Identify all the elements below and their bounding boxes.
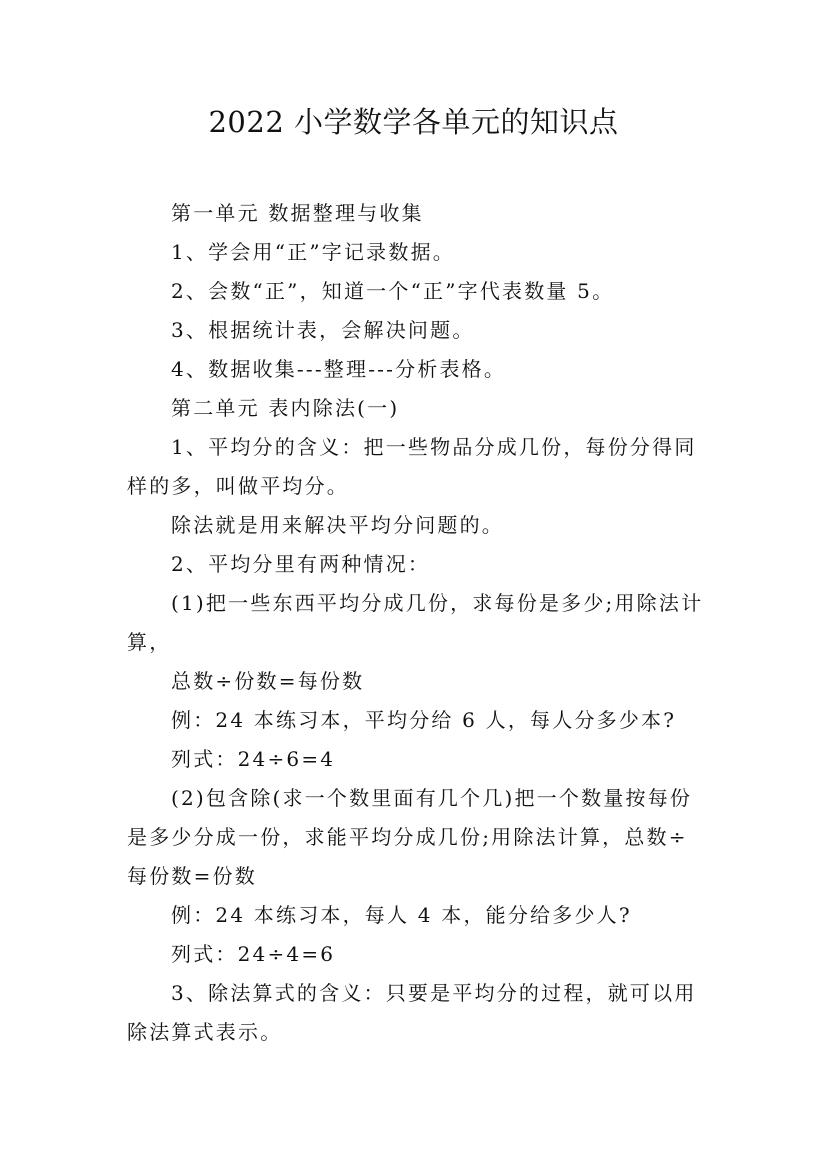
text-line: 是多少分成一份，求能平均分成几份;用除法计算，总数÷	[127, 825, 688, 849]
text-line: 2、会数“正”，知道一个“正”字代表数量 5。	[171, 279, 615, 303]
document-title: 2022 小学数学各单元的知识点	[208, 105, 619, 139]
text-line: 例：24 本练习本，每人 4 本，能分给多少人?	[171, 903, 632, 927]
document-body	[127, 194, 702, 1052]
text-line: 除法就是用来解决平均分问题的。	[171, 513, 504, 537]
text-line: 除法算式表示。	[127, 1020, 283, 1044]
text-line: 列式：24÷4=6	[171, 942, 336, 966]
text-line: 每份数=份数	[127, 864, 257, 888]
text-line: 1、平均分的含义：把一些物品分成几份，每份分得同	[171, 435, 697, 459]
text-line: (1)把一些东西平均分成几份，求每份是多少;用除法计	[171, 591, 704, 615]
text-line: 第一单元 数据整理与收集	[171, 201, 424, 225]
text-line: 3、除法算式的含义：只要是平均分的过程，就可以用	[171, 981, 697, 1005]
text-line: 算，	[127, 630, 172, 654]
text-line: 3、根据统计表，会解决问题。	[171, 318, 475, 342]
text-line: 总数÷份数=每份数	[171, 669, 365, 693]
text-line: 2、平均分里有两种情况：	[171, 552, 431, 576]
text-line: 样的多，叫做平均分。	[127, 474, 349, 498]
text-line: 列式：24÷6=4	[171, 747, 336, 771]
text-line: 例：24 本练习本，平均分给 6 人，每人分多少本?	[171, 708, 677, 732]
text-line: 第二单元 表内除法(一)	[171, 396, 400, 420]
text-line: 1、学会用“正”字记录数据。	[171, 240, 455, 264]
text-line: (2)包含除(求一个数里面有几个几)把一个数量按每份	[171, 786, 693, 810]
text-line: 4、数据收集---整理---分析表格。	[171, 357, 507, 381]
